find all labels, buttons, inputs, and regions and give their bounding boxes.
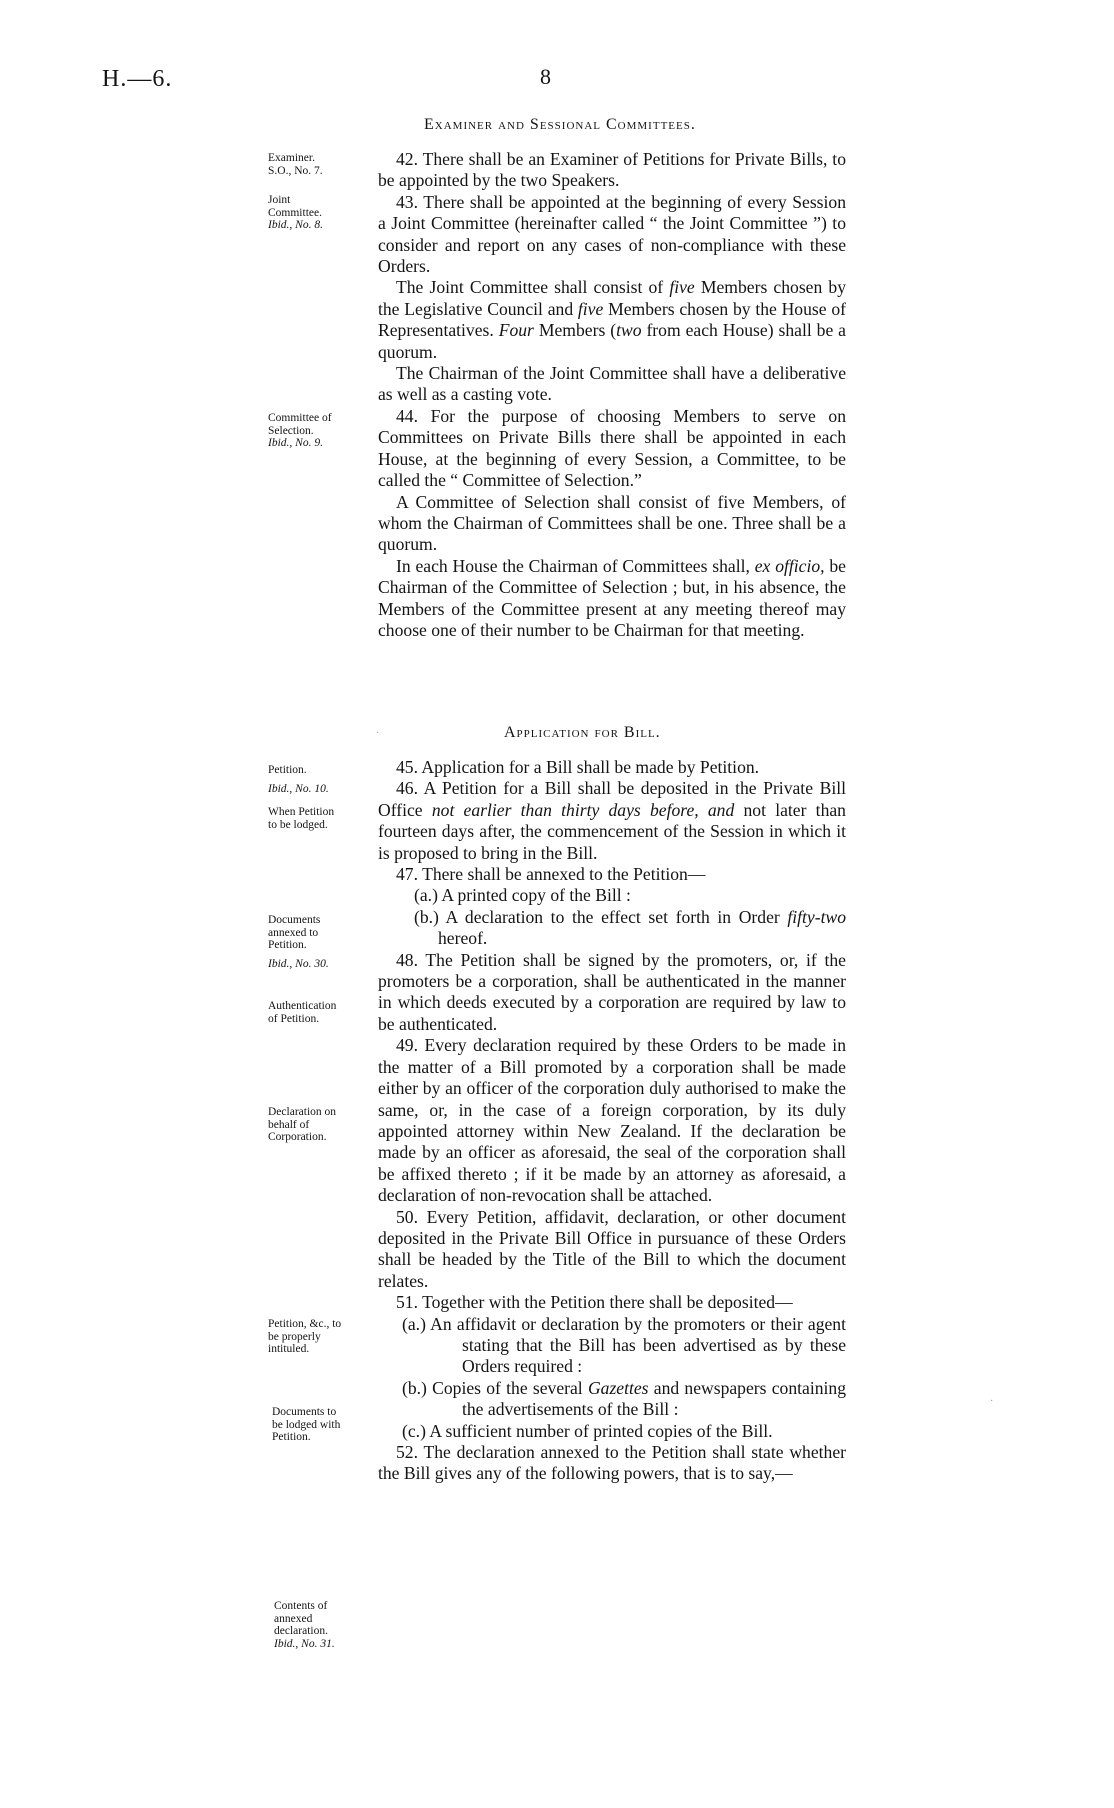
order-42: 42. There shall be an Examiner of Petitions for Private Bills, to be appointed by the two Speakers. <box>378 149 846 191</box>
scan-speck: · <box>376 728 380 739</box>
margin-note-title: Corporation. <box>268 1131 327 1144</box>
page-number: 8 <box>540 64 551 89</box>
running-header-code: H.—6. <box>102 66 173 92</box>
margin-note-title: Documents to <box>272 1406 337 1418</box>
order-43: 43. There shall be appointed at the beginning of every Session a Joint Committee (hereinafter called “ the Joint Committee ”) to consider and report on any cases of non-compliance with these Orders. <box>378 191 846 277</box>
order-46: 46. A Petition for a Bill shall be deposited in the Private Bill Office not earlier than thirty days before, and not later than fourteen days after, the commencement of the Session in which it is proposed to bring in the Bill. <box>378 778 846 863</box>
order-51-a: (a.) An affidavit or declaration by the promoters or their agent stating that the Bill has been advertised as by these Orders required : <box>402 1313 846 1377</box>
margin-note-title: Documents <box>268 914 321 926</box>
order-47-b: (b.) A declaration to the effect set forth in Order fifty-two hereof. <box>414 906 846 949</box>
margin-note-examiner <box>268 152 376 177</box>
order-51: 51. Together with the Petition there shall be deposited— <box>396 1292 793 1313</box>
margin-note-title: Examiner. <box>268 152 315 164</box>
order-43-composition: The Joint Committee shall consist of five Members chosen by the Legislative Council and five Members chosen by the House of Representatives. Four Members (two from each House) shall be a quorum. <box>378 277 847 362</box>
margin-note-ref: Ibid., No. 31. <box>274 1637 335 1650</box>
order-48: 48. The Petition shall be signed by the promoters, or, if the promoters be a corporation, shall be authenticated in the manner in which deeds executed by a corporation are required by law to be authenticated. <box>378 949 846 1034</box>
order-51-c: (c.) A sufficient number of printed copies of the Bill. <box>402 1420 773 1441</box>
order-44-composition: A Committee of Selection shall consist of five Members, of whom the Chairman of Committees shall be one. Three shall be a quorum. <box>378 491 846 555</box>
margin-note-title: Selection. <box>268 424 314 437</box>
margin-note-ref: Ibid., No. 30. <box>268 957 329 970</box>
margin-note-ref: Ibid., No. 8. <box>268 219 323 232</box>
margin-note-documents-lodged <box>272 1406 380 1444</box>
text-block-application <box>378 757 846 1485</box>
order-52: 52. The declaration annexed to the Petition shall state whether the Bill gives any of the following powers, that is to say,— <box>378 1442 846 1484</box>
margin-note-title: Declaration on <box>268 1106 337 1118</box>
margin-note-title: behalf of <box>268 1118 310 1131</box>
section-heading-application: Application for Bill. <box>504 724 661 741</box>
margin-note-intituled <box>268 1318 376 1356</box>
margin-note-authentication <box>268 1000 376 1025</box>
margin-note-title: Authentication <box>268 1000 337 1012</box>
margin-note-title: Petition. <box>268 764 307 776</box>
margin-note-title: be properly <box>268 1330 321 1343</box>
margin-note-title: Committee. <box>268 206 322 219</box>
order-49: 49. Every declaration required by these Orders to be made in the matter of a Bill promoted by a corporation shall be made either by an officer of the corporation duly authorised to make the same, or, in the case of a foreign corporation, by its duly appointed attorney within New Zealand. If the declaration be made by an officer as aforesaid, the seal of the corporation shall be affixed thereto ; if it be made by an attorney as aforesaid, a declaration of non-revocation shall be attached. <box>378 1035 846 1206</box>
order-45: 45. Application for a Bill shall be made by Petition. <box>396 757 760 777</box>
margin-note-title: Committee of <box>268 412 332 424</box>
margin-note-ref: Ibid., No. 10. <box>268 782 329 795</box>
margin-note-documents-annexed <box>268 914 376 970</box>
margin-note-title: Petition. <box>268 939 307 952</box>
margin-note-title: Petition, &c., to <box>268 1318 342 1330</box>
order-44: 44. For the purpose of choosing Members to serve on Committees on Private Bills there shall be appointed in each House, at the beginning of every Session, a Committee, to be called the “ Committee of Selection.” <box>378 405 846 491</box>
margin-note-ref: Ibid., No. 9. <box>268 437 323 450</box>
margin-note-title: to be lodged. <box>268 818 328 831</box>
order-47-a: (a.) A printed copy of the Bill : <box>414 885 631 906</box>
section-heading-examiner: Examiner and Sessional Committees. <box>424 116 696 133</box>
margin-note-title: When Petition <box>268 806 335 818</box>
order-50: 50. Every Petition, affidavit, declaration, or other document deposited in the Private Bill Office in pursuance of these Orders shall be headed by the Title of the Bill to which the document relates. <box>378 1206 846 1291</box>
text-block-examiner <box>378 149 846 641</box>
order-47: 47. There shall be annexed to the Petition— <box>396 864 706 885</box>
margin-note-ref: S.O., No. 7. <box>268 164 323 177</box>
margin-note-title: Petition. <box>272 1431 311 1444</box>
margin-note-title: annexed to <box>268 926 319 939</box>
margin-note-title: declaration. <box>274 1625 328 1638</box>
margin-note-title: Contents of <box>274 1600 328 1612</box>
order-44-chairman: In each House the Chairman of Committees shall, ex officio, be Chairman of the Committee of Selection ; but, in his absence, the Members of the Committee present at any meeting thereof may choose one of their number to be Chairman for that meeting. <box>378 555 846 640</box>
margin-note-contents-declaration <box>274 1600 382 1650</box>
margin-note-when-petition <box>268 806 376 831</box>
margin-note-title: be lodged with <box>272 1418 341 1431</box>
margin-note-joint-committee <box>268 194 376 232</box>
margin-note-declaration-corporation <box>268 1106 376 1144</box>
order-43-chairman: The Chairman of the Joint Committee shall have a deliberative as well as a casting vote. <box>378 363 846 405</box>
margin-note-petition <box>268 764 376 795</box>
margin-note-committee-of-selection <box>268 412 376 450</box>
margin-note-title: of Petition. <box>268 1012 320 1025</box>
scan-speck: · <box>990 1396 994 1407</box>
margin-note-title: Joint <box>268 194 291 206</box>
margin-note-title: intituled. <box>268 1343 310 1356</box>
order-51-b: (b.) Copies of the several Gazettes and newspapers containing the advertisements of the Bill : <box>402 1377 846 1420</box>
margin-note-title: annexed <box>274 1612 313 1625</box>
